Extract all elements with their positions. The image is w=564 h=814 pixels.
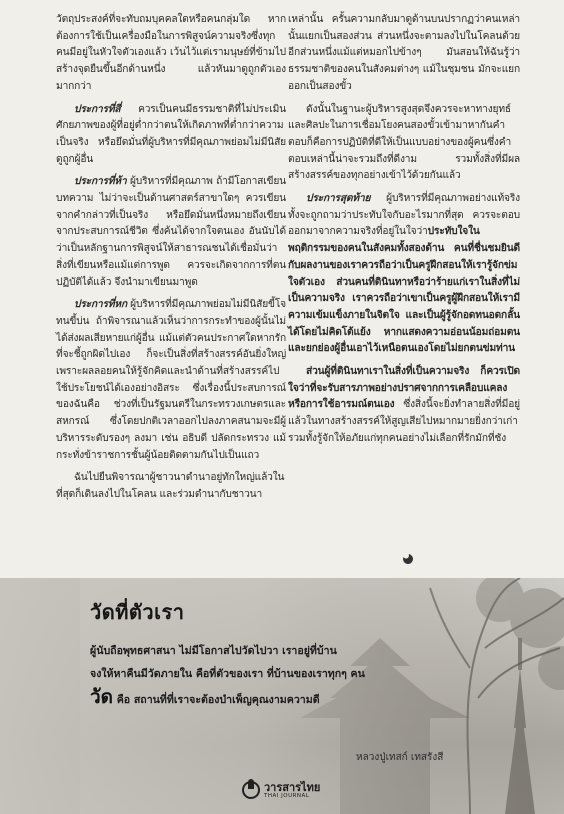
paragraph-text: ซึ่งสิ่งนี้จะยิ่งทำลายสิ่งที่มีอยู่แล้วในทางสร้างสรรค์ให้สูญเสียไปหมากมายยิ่งกว่าเก่า รวมทั้งรู้จักให้อภัยแก่ทุกคนอย่างไม่เลือกที่รักมักที่ชัง	[288, 399, 520, 444]
paragraph	[288, 364, 520, 448]
section-heading: ประการที่หก	[74, 299, 128, 311]
paragraph-text: ฉันไปยืนพิจารณาผู้ชาวนาดำนาอยู่ทักใหญ่แล้วในที่สุดก็เดินลงไปในโคลน และร่วมดำนากับชาวนา	[56, 472, 285, 500]
paragraph	[56, 470, 286, 503]
end-of-article-ornament-icon	[401, 552, 415, 566]
paragraph-text: ผู้บริหารที่มีคุณภาพ ถ้ามีโอกาสเขียนบทความ ไม่ว่าจะเป็นด้านศาสตร์สาขาใดๆ ควรเขียนจากคำกล่าวที่เป็นจริง หรือยึดมั่นหนึ่งหมายถึงเขียนจากประสบการณ์ชีวิต ซึ่งค้นได้จากใจตนเอง อันนับได้ว่าเป็นหลักฐานการพิสูจน์ให้สาธารณชนได้เชื่อมั่นว่าสิ่งที่เขียนหรือแม้แต่การพูด ควรจะเกิดจากการที่ตนปฏิบัติได้แล้ว จึงนำมาเขียนมาพูด	[56, 176, 286, 288]
highlight-word: วัด	[90, 686, 114, 708]
section-heading: ประการที่ห้า	[74, 176, 127, 188]
logo-mark-icon	[242, 781, 260, 799]
paragraph	[288, 12, 520, 96]
section-heading: ประการที่สี่	[74, 103, 121, 115]
emphasized-text: ส่วนผู้ที่ตินินทาเราในสิ่งที่เป็นความจริง ก็ควรเปิดใจว่าที่จะรับสารภาพอย่างปราศจากการเคลือบแคลง หรือการใช้อารมณ์ตนเอง	[288, 366, 520, 411]
left-text-column	[56, 12, 286, 510]
quote-line: จงให้หาคืนมีวัดภายใน คือที่ตัวของเรา ที่บ้านของเราทุกๆ คน	[90, 668, 365, 680]
paragraph-text: ควรเป็นคนมีธรรมชาติที่ไม่ประเมินศักยภาพของผู้ที่อยู่ต่ำกว่าตนให้เกิดภาพที่ต่ำกว่าความเป็นจริง หรือยึดมั่นที่ผู้บริหารที่มีคุณภาพย่อมไม่มีนิสัยดูถูกผู้อื่น	[56, 103, 286, 165]
quote-text: คือ สถานที่ที่เราจะต้องบำเพ็ญคุณงามความดี	[113, 694, 320, 706]
paragraph	[56, 12, 286, 96]
paragraph	[288, 191, 520, 358]
magazine-logo	[242, 781, 320, 799]
paragraph-text: เหล่านั้น ครั้นความกลับมาดูด้านบนปรากฏว่าคนเหล่านั้นแยกเป็นสองส่วน ส่วนหนึ่งจะตามลงไปในโคลนด้วย อีกส่วนหนึ่งแม้แต่หมอกไปข้างๆ มันสอนให้ฉันรู้ว่าธรรมชาติของคนในสังคมต่างๆ แม้ในชุมชน มักจะแยกออกเป็นสองขั้ว	[288, 14, 520, 92]
paragraph	[56, 174, 286, 291]
quote-banner	[0, 578, 564, 814]
paragraph-text: ผู้บริหารที่มีคุณภาพอย่างแท้จริง ทั้งจะถูกถามว่าประทับใจกับอะไรมากที่สุด ควรจะตอบออกมาจากความจริงที่อยู่ในใจว่า	[288, 193, 520, 238]
paragraph	[288, 102, 520, 186]
emphasized-text: ประทับใจในพฤติกรรมของคนในสังคมทั้งสองด้าน คนที่ชื่นชมยินดีกับผลงานของเราควรถือว่าเป็นครูฝึกสอนให้เรารู้จักข่มใจตัวเอง ส่วนคนที่ตินินทาหรือว่าร้ายแก่เราในสิ่งที่ไม่เป็นความจริง เราควรถือว่าเขาเป็นครูผู้ฝึกสอนให้เรามีความเข้มแข็งภายในจิตใจ และเป็นผู้รู้จักอดทนอดกลั้นได้โดยไม่คิดโต้แย้ง หากแสดงความอ่อนน้อมถ่อมตน และยกย่องผู้อื่นเอาไว้เหนือตนเองโดยไม่ยกตนข่มท่าน	[288, 226, 520, 355]
logo-name: วารสารไทย	[264, 780, 321, 794]
paragraph-text: ดังนั้นในฐานะผู้บริหารสูงสุดจึงควรจะหาทางยุทธ์และศิลปะในการเชื่อมโยงคนสองขั้วเข้ามาหากันคำตอบก็คือการปฏิบัติที่ดีให้เป็นแบบอย่างของผู้คนซึ่งคำตอบเหล่านี้น่าจะรวมถึงที่ดีงาม รวมทั้งสิ่งที่มีผลสร้างสรรค์ของทุกอย่างเข้าไว้ด้วยกันแล้ว	[288, 103, 520, 182]
paragraph	[56, 102, 286, 169]
right-text-column	[288, 12, 520, 454]
banner-title: วัดที่ตัวเรา	[90, 600, 185, 624]
quote-line: ผู้นับถือพุทธศาสนา ไม่มีโอกาสไปวัดไปวา เราอยู่ที่บ้าน	[90, 645, 337, 657]
section-heading: ประการสุดท้าย	[306, 193, 371, 205]
quote-line	[90, 686, 390, 712]
paragraph-text: วัตถุประสงค์ที่จะทับถมบุคคลใดหรือคนกลุ่มใด หากต้องการใช้เป็นเครื่องมือในการพิสูจน์ความจริงซึ่งทุกคนมีอยู่ในหัวใจตัวเองแล้ว เว้นไว้แต่เรามนุษย์ที่ข้ามไปสร้างจุดยืนขึ้นอีกด้านหนึ่ง แล้วหันมาดูถูกตัวเองมากกว่า	[56, 14, 286, 92]
paragraph-text: ผู้บริหารที่มีคุณภาพย่อมไม่มีนิสัยขี้โจทนขี้บ่น ถ้าพิจารณาแล้วเห็นว่าการกระทำของผู้นั้นไม่ได้ส่งผลเสียหายแก่ผู้อื่น แม้แต่ตัวคนประกาศใดหากรักที่จะชี้ถูกผิดไปเอง ก็จะเป็นสิ่งที่สร้างสรรค์อันยิ่งใหญ่ เพราะผลลอยคนให้รู้จักคิดและนำด้านที่สร้างสรรค์ไปใช้ประโยชน์ได้เองอย่างอิสระ ซึ่งเรื่องนี้ประสบการณ์ของฉันคือ ช่วงที่เป็นรัฐมนตรีในกระทรวงเกษตรและสหกรณ์ ซึ่งโดยปกติเวลาออกไปลงภาคสนามจะมีผู้บริหารระดับรองๆ ลงมา เช่น อธิบดี ปลัดกระทรวง แม้กระทั่งข้าราชการชั้นผู้น้อยติดตามกันไปเป็นแถว	[56, 299, 286, 461]
banner-quote	[90, 640, 390, 712]
paragraph	[56, 297, 286, 464]
quote-author: หลวงปู่เทสก์ เทสรังสี	[356, 752, 444, 763]
logo-subtitle: THAI JOURNAL	[264, 792, 310, 799]
